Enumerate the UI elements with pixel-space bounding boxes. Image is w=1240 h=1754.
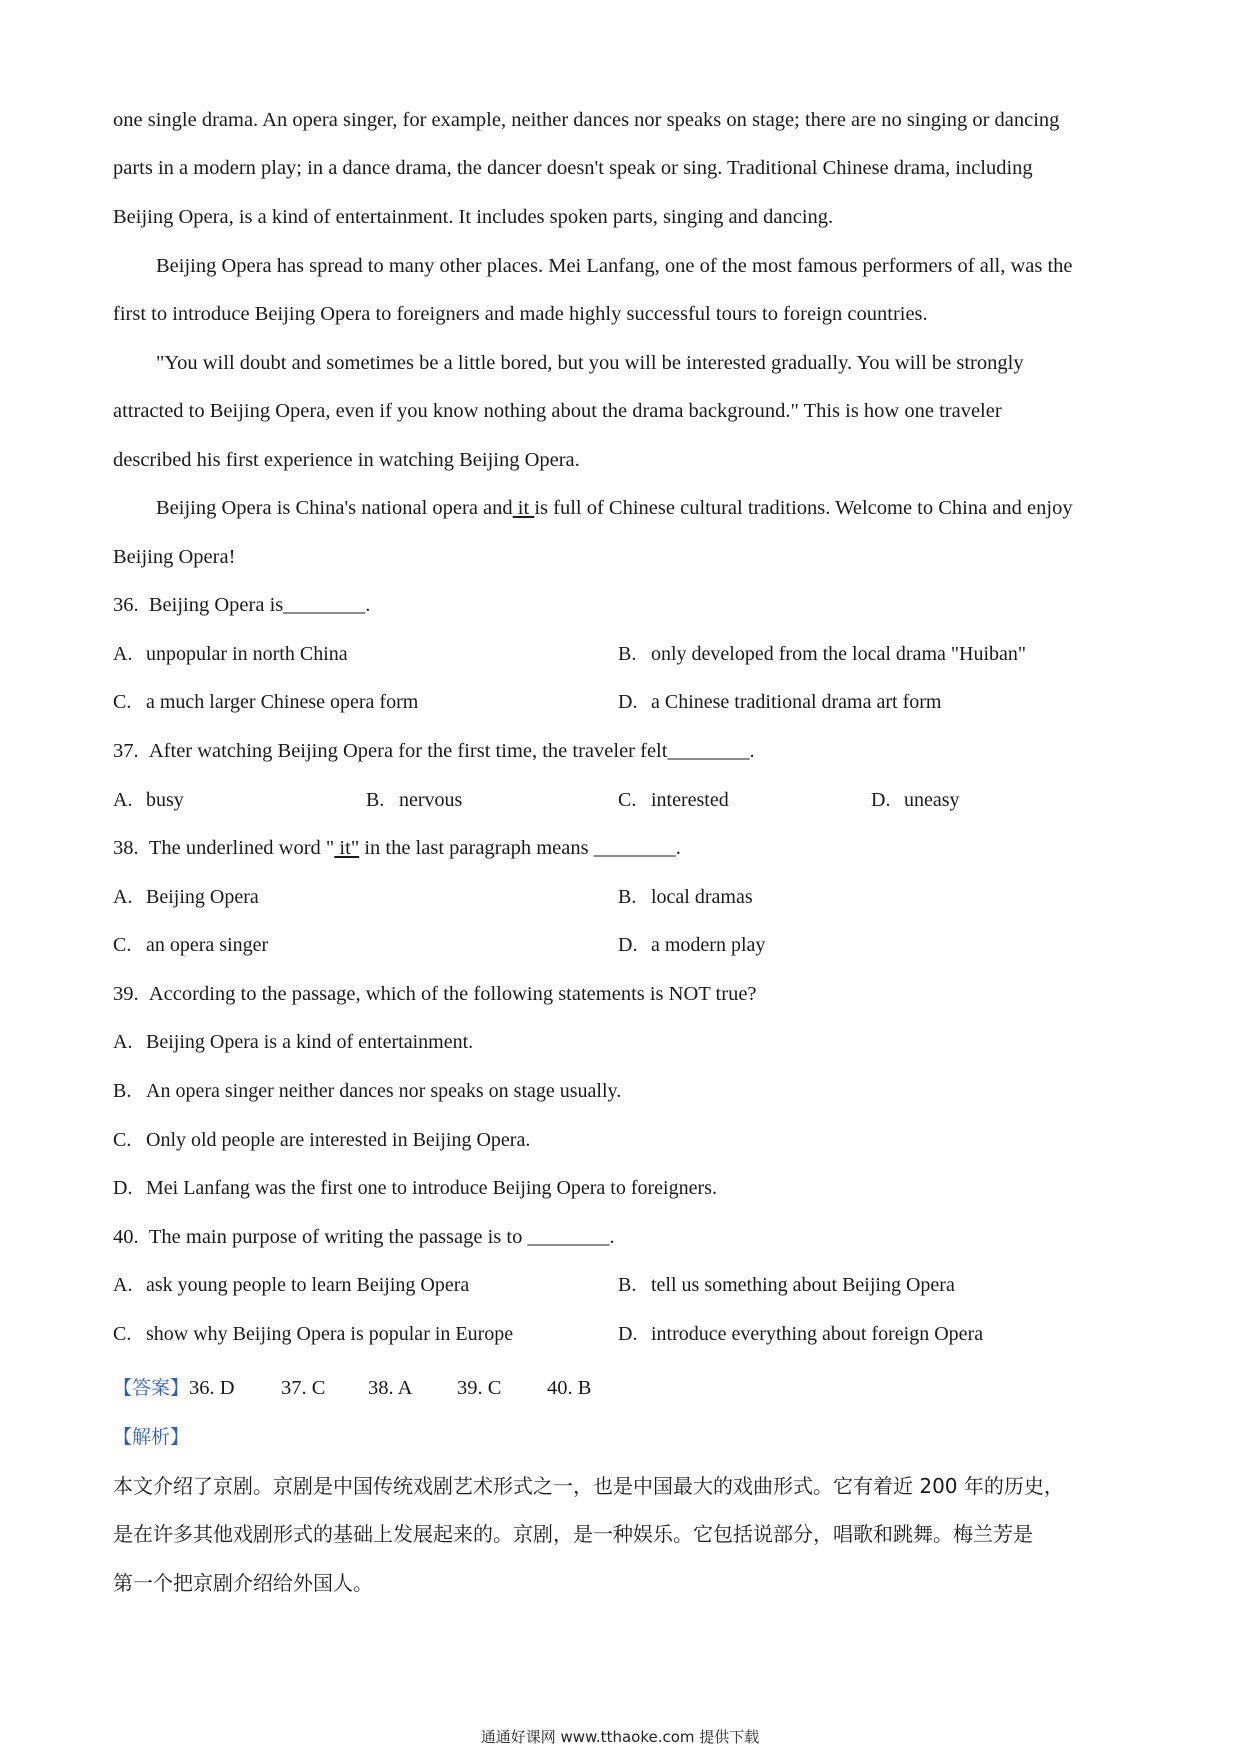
question-number: 40. xyxy=(113,1226,139,1248)
question-number: 38. xyxy=(113,837,139,859)
option-a xyxy=(113,640,348,668)
option-letter: B. xyxy=(366,789,385,811)
option-d xyxy=(618,1320,983,1348)
passage-line: parts in a modern play; in a dance drama, the dancer doesn't speak or sing. Traditional Chinese drama, including xyxy=(113,157,1033,179)
passage-text: is full of Chinese cultural traditions. Welcome to China and enjoy xyxy=(534,497,1073,519)
option-c xyxy=(113,1126,530,1154)
question-text: According to the passage, which of the following statements is NOT true? xyxy=(148,983,757,1005)
analysis-heading xyxy=(113,1423,189,1453)
option-letter: B. xyxy=(618,1274,637,1296)
option-letter: C. xyxy=(113,1129,132,1151)
question-text: Beijing Opera is________. xyxy=(148,594,371,616)
passage-line: attracted to Beijing Opera, even if you know nothing about the drama background." This is how one traveler xyxy=(113,400,1002,422)
option-c xyxy=(113,931,268,959)
question-stem xyxy=(113,980,1133,1008)
passage-line xyxy=(156,494,1176,522)
answer-item: 37. C xyxy=(281,1377,326,1399)
option-letter: C. xyxy=(113,691,132,713)
option-b xyxy=(113,1077,621,1105)
option-text: busy xyxy=(146,789,184,811)
analysis-line: 本文介绍了京剧。京剧是中国传统戏剧艺术形式之一，也是中国最大的戏曲形式。它有着近 200 年的历史， xyxy=(113,1474,1064,1498)
option-c xyxy=(618,786,729,814)
analysis-tag: 【解析】 xyxy=(113,1426,190,1448)
option-text: An opera singer neither dances nor speaks on stage usually. xyxy=(146,1080,622,1102)
option-letter: A. xyxy=(113,1274,133,1296)
passage-line: "You will doubt and sometimes be a little bored, but you will be interested gradually. You will be strongly xyxy=(156,352,1024,374)
option-letter: B. xyxy=(618,886,637,908)
option-letter: A. xyxy=(113,886,133,908)
answer-item: 36. D xyxy=(189,1377,235,1399)
answer-item: 39. C xyxy=(457,1377,502,1399)
option-d xyxy=(871,786,960,814)
answer-key xyxy=(113,1374,591,1402)
option-text: local dramas xyxy=(651,886,753,908)
passage-line: first to introduce Beijing Opera to foreigners and made highly successful tours to foreign countries. xyxy=(113,303,928,325)
question-stem xyxy=(113,737,1133,765)
option-d xyxy=(618,931,765,959)
option-c xyxy=(113,688,418,716)
option-text: an opera singer xyxy=(146,934,269,956)
option-d xyxy=(113,1174,717,1202)
option-text: Beijing Opera is a kind of entertainment. xyxy=(146,1031,474,1053)
option-text: tell us something about Beijing Opera xyxy=(651,1274,955,1296)
option-a xyxy=(113,883,259,911)
question-number: 39. xyxy=(113,983,139,1005)
option-text: show why Beijing Opera is popular in Europe xyxy=(146,1323,514,1345)
option-text: a modern play xyxy=(651,934,766,956)
option-text: uneasy xyxy=(904,789,960,811)
option-a xyxy=(113,786,184,814)
option-a xyxy=(113,1271,469,1299)
underlined-word: it xyxy=(512,497,535,519)
option-text: nervous xyxy=(399,789,463,811)
option-c xyxy=(113,1320,513,1348)
question-number: 37. xyxy=(113,740,139,762)
answer-item: 40. B xyxy=(547,1377,592,1399)
option-letter: A. xyxy=(113,1031,133,1053)
question-stem xyxy=(113,834,1133,862)
option-letter: D. xyxy=(618,1323,638,1345)
answer-tag: 【答案】 xyxy=(113,1377,190,1399)
passage-text: Beijing Opera is China's national opera and xyxy=(156,497,513,519)
question-stem xyxy=(113,1223,1133,1251)
option-letter: A. xyxy=(113,789,133,811)
option-letter: A. xyxy=(113,643,133,665)
option-letter: D. xyxy=(871,789,891,811)
option-text: ask young people to learn Beijing Opera xyxy=(146,1274,470,1296)
option-text: Beijing Opera xyxy=(146,886,259,908)
analysis-line: 第一个把京剧介绍给外国人。 xyxy=(113,1571,373,1595)
option-text: unpopular in north China xyxy=(146,643,348,665)
option-b xyxy=(618,883,753,911)
underlined-word: it" xyxy=(334,837,360,859)
question-text: The main purpose of writing the passage is to ________. xyxy=(148,1226,615,1248)
option-letter: D. xyxy=(618,691,638,713)
option-letter: C. xyxy=(113,1323,132,1345)
option-text: introduce everything about foreign Opera xyxy=(651,1323,984,1345)
passage-line: described his first experience in watching Beijing Opera. xyxy=(113,449,580,471)
option-letter: D. xyxy=(113,1177,133,1199)
option-text: Mei Lanfang was the first one to introduce Beijing Opera to foreigners. xyxy=(146,1177,717,1199)
option-letter: C. xyxy=(113,934,132,956)
option-d xyxy=(618,688,941,716)
option-text: Only old people are interested in Beijing Opera. xyxy=(146,1129,531,1151)
option-letter: B. xyxy=(113,1080,132,1102)
question-stem xyxy=(113,591,1133,619)
option-text: interested xyxy=(651,789,729,811)
answer-item: 38. A xyxy=(368,1377,413,1399)
option-b xyxy=(618,1271,955,1299)
option-letter: C. xyxy=(618,789,637,811)
analysis-line: 是在许多其他戏剧形式的基础上发展起来的。京剧，是一种娱乐。它包括说部分，唱歌和跳舞。梅兰芳是 xyxy=(113,1522,1033,1546)
question-number: 36. xyxy=(113,594,139,616)
option-b xyxy=(366,786,462,814)
option-text: only developed from the local drama "Huiban" xyxy=(651,643,1027,665)
question-text: The underlined word " xyxy=(148,837,335,859)
option-text: a Chinese traditional drama art form xyxy=(651,691,942,713)
question-text: in the last paragraph means ________. xyxy=(359,837,681,859)
passage-line: Beijing Opera! xyxy=(113,546,236,568)
page-footer: 通通好课网 www.tthaoke.com 提供下载 xyxy=(480,1728,760,1746)
passage-line: Beijing Opera, is a kind of entertainment. It includes spoken parts, singing and dancing. xyxy=(113,206,834,228)
passage-line: one single drama. An opera singer, for example, neither dances nor speaks on stage; there are no singing or dancing xyxy=(113,109,1060,131)
passage-line: Beijing Opera has spread to many other places. Mei Lanfang, one of the most famous performers of all, was the xyxy=(156,255,1073,277)
option-letter: B. xyxy=(618,643,637,665)
option-a xyxy=(113,1028,473,1056)
question-text: After watching Beijing Opera for the first time, the traveler felt________. xyxy=(148,740,755,762)
option-letter: D. xyxy=(618,934,638,956)
option-text: a much larger Chinese opera form xyxy=(146,691,419,713)
option-b xyxy=(618,640,1026,668)
